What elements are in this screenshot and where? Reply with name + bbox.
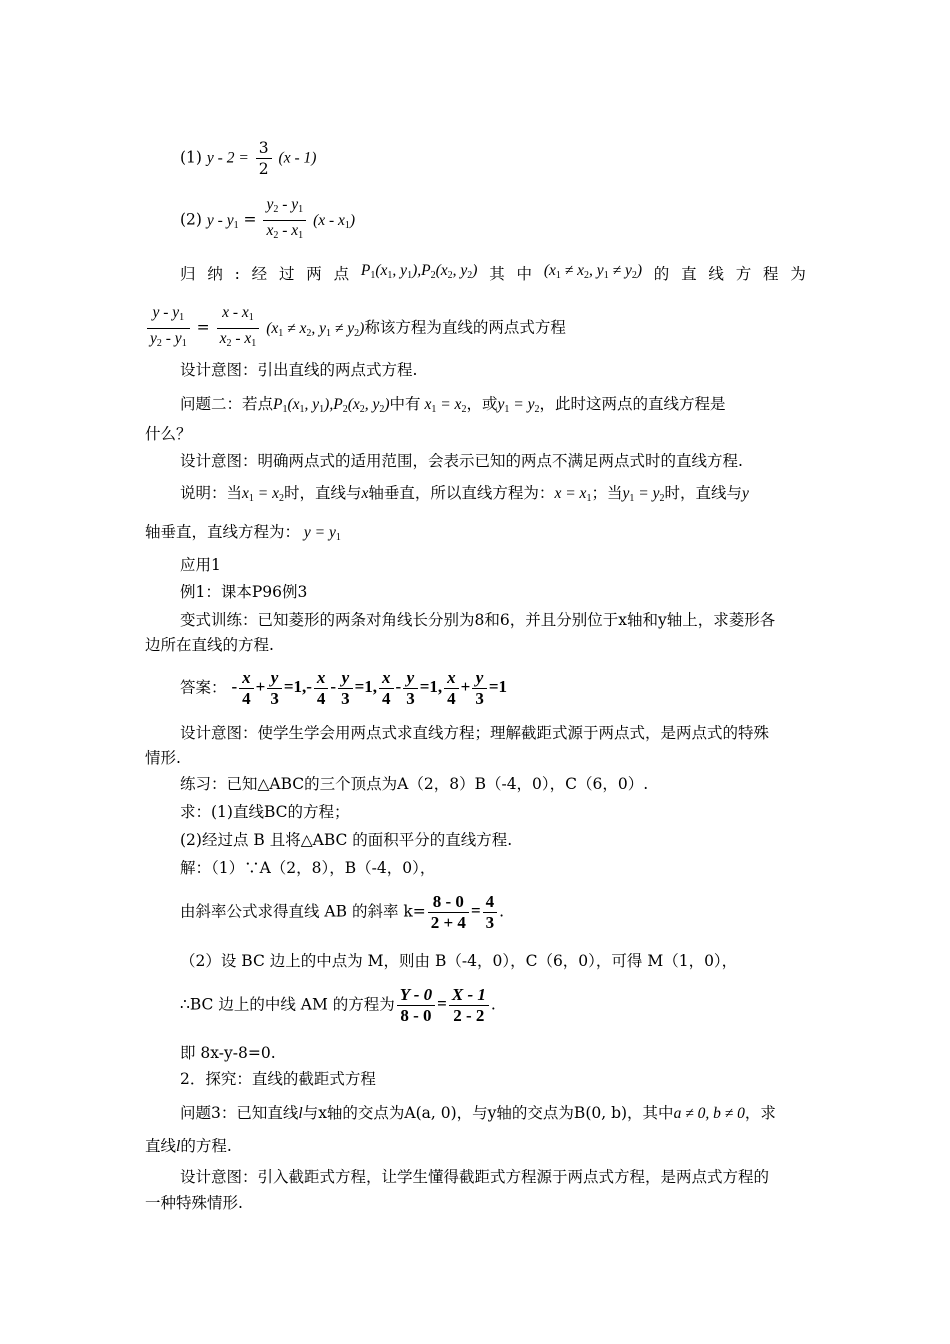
num: Y - 0 — [397, 985, 435, 1006]
sub: 1 — [586, 493, 592, 504]
intent-4-line-1: 设计意图：引入截距式方程，让学生懂得截距式方程源于两点式方程，是两点式方程的 — [180, 1168, 770, 1186]
char: 程 — [763, 264, 779, 283]
char: 的 — [653, 264, 670, 283]
eq: = — [509, 396, 528, 413]
question-3-tail — [145, 1136, 232, 1157]
close: ) — [359, 319, 365, 337]
den: 4 — [382, 689, 391, 708]
frac-x — [239, 668, 254, 709]
frac-y — [403, 668, 418, 709]
sub: 1 — [326, 327, 332, 339]
sub: 2 — [534, 404, 540, 415]
den: 4 — [242, 689, 251, 708]
cond-ne: ≠ y — [331, 319, 355, 337]
sub: 1 — [282, 404, 288, 415]
p1-y: , y — [304, 396, 320, 413]
p2-y: , y — [452, 262, 468, 279]
f2-num: x - x — [222, 304, 249, 321]
ask-2: (2)经过点 B 且将△ABC 的面积平分的直线方程. — [180, 831, 513, 849]
variation-line-2: 边所在直线的方程. — [145, 636, 274, 654]
sub: 2 — [306, 327, 312, 339]
sub: 1 — [179, 312, 185, 323]
question-2 — [180, 394, 725, 420]
solution-3: （2）设 BC 边上的中点为 M，则由 B（-4，0），C（6，0），可得 M（1，0）， — [180, 952, 738, 970]
slope-fraction — [428, 892, 469, 933]
sub: 2 — [279, 493, 285, 504]
char: 归 — [180, 264, 196, 283]
p1-y: , y — [392, 262, 408, 279]
expl-d: ；当 — [591, 484, 623, 502]
l: l — [298, 1105, 303, 1122]
variation-line-1: 变式训练：已知菱形的两条对角线长分别为8和6，并且分别位于x轴和y轴上，求菱形各 — [180, 611, 776, 629]
sub: 2 — [447, 270, 453, 281]
q2-c: ，或 — [466, 395, 498, 413]
sub: 2 — [273, 204, 279, 215]
eq2-den-mid: - x — [278, 222, 299, 239]
explanation-tail — [145, 522, 341, 548]
eq: = — [310, 524, 329, 541]
frac-y — [472, 668, 487, 709]
frac-y — [338, 668, 353, 709]
frac-x — [444, 668, 459, 709]
frac-x — [314, 668, 329, 709]
close: ) — [384, 396, 390, 413]
char: 为 — [790, 264, 806, 283]
op: + — [255, 677, 266, 697]
op: - — [330, 677, 337, 697]
den: 2 - 2 — [453, 1006, 485, 1025]
cond-y: , y — [589, 262, 604, 279]
sub: 2 — [226, 338, 232, 349]
intent-1: 设计意图：引出直线的两点式方程. — [180, 361, 418, 379]
eq2-lhs: y - y — [206, 211, 234, 229]
p1: P — [360, 262, 371, 279]
frac-x — [379, 668, 394, 709]
sub: 1 — [344, 219, 350, 231]
cond-ne: ≠ y — [608, 262, 632, 279]
den: 3 — [485, 913, 495, 932]
eq1-rhs: (x - 1) — [278, 149, 317, 167]
equation-2 — [180, 195, 355, 246]
ne0: a ≠ 0, b ≠ 0 — [673, 1105, 745, 1122]
x: x — [272, 485, 280, 502]
rhs: =1 — [488, 677, 508, 697]
num: x — [239, 668, 254, 689]
eq: = — [436, 396, 455, 413]
application-heading: 应用1 — [180, 556, 221, 574]
p1-x: (x — [287, 396, 300, 413]
frac-y — [267, 668, 282, 709]
num: y — [472, 668, 487, 689]
eq2-fraction — [263, 195, 306, 246]
eq1-den: 2 — [258, 160, 269, 178]
x: x — [454, 396, 462, 413]
intent-4-line-2: 一种特殊情形. — [145, 1194, 243, 1212]
op: - — [395, 677, 402, 697]
sub: 2 — [461, 404, 467, 415]
f1-num: y - y — [152, 304, 180, 321]
sub: 1 — [504, 404, 510, 415]
rhs: =1, — [419, 677, 443, 697]
sub: 2 — [379, 404, 385, 415]
q2-b: 中有 — [389, 395, 421, 413]
f1-den-mid: - y — [161, 330, 182, 347]
y: y — [329, 524, 336, 541]
equals: = — [196, 318, 210, 337]
eq2-den: x — [266, 222, 274, 239]
summary-line-2 — [145, 303, 566, 354]
answer-eq — [231, 668, 508, 708]
y: y — [741, 485, 749, 502]
intent-3-line-1: 设计意图：使学生学会用两点式求直线方程；理解截距式源于两点式，是两点式的特殊 — [180, 724, 770, 742]
char: : — [234, 264, 240, 283]
x: x — [579, 485, 587, 502]
sub: 2 — [584, 270, 590, 281]
close: ) — [636, 262, 642, 279]
condition — [544, 261, 642, 286]
x: x — [424, 396, 432, 413]
cond-x: (x — [543, 262, 556, 279]
sub: 1 — [299, 404, 305, 415]
y: y — [497, 396, 505, 413]
num: x — [314, 668, 329, 689]
cond-ne: ≠ x — [560, 262, 585, 279]
den: 2 + 4 — [430, 913, 466, 932]
sub: 1 — [248, 312, 254, 323]
p2-x: (x — [347, 396, 360, 413]
am-fraction-1 — [397, 985, 435, 1026]
p2-y: , y — [364, 396, 380, 413]
x: x — [242, 485, 249, 502]
num: X - 1 — [449, 985, 489, 1006]
sign: - — [231, 677, 238, 697]
den: 4 — [316, 689, 326, 708]
f2-den-mid: - x — [231, 330, 252, 347]
char: 经 — [251, 264, 268, 283]
section-2-heading: 2．探究：直线的截距式方程 — [180, 1070, 376, 1088]
sub: 1 — [407, 270, 413, 281]
two-point-fraction-x — [217, 303, 260, 354]
sub: 1 — [335, 532, 341, 543]
solution-2: 由斜率公式求得直线 AB 的斜率 k= $\frac{8 - 0}{2 + 4}$ = $\frac{4}{3}$ . — [180, 892, 505, 932]
sub: 2 — [430, 270, 436, 281]
sub: 1 — [555, 270, 561, 281]
sub: 1 — [629, 493, 635, 504]
sub: 1 — [181, 338, 187, 349]
expl-b: 时，直线与 — [284, 484, 362, 502]
am-fraction-2 — [449, 985, 489, 1026]
char: 线 — [708, 264, 724, 283]
den: 3 — [341, 689, 350, 708]
close: ) — [472, 262, 478, 279]
char: 点 — [333, 264, 350, 283]
answer-label: 答案： — [180, 678, 227, 697]
p1: P — [273, 396, 283, 413]
q3-a: 问题3：已知直线 — [180, 1104, 299, 1122]
eq: = — [561, 485, 580, 502]
sub: 1 — [248, 493, 254, 504]
sol2-text: 由斜率公式求得直线 AB 的斜率 k= — [180, 902, 426, 921]
y: y — [303, 524, 311, 541]
solution-5: 即 8x-y-8=0. — [180, 1044, 276, 1062]
rhs: =1, — [354, 677, 378, 697]
char: 直 — [681, 264, 697, 283]
eq1-num: 3 — [256, 138, 272, 159]
num: y — [267, 668, 282, 689]
num: 4 — [483, 892, 498, 913]
close: ), — [324, 396, 334, 413]
sub: 1 — [370, 270, 376, 281]
expl-e: 时，直线与 — [664, 484, 742, 502]
sub: 1 — [319, 404, 325, 415]
l: l — [176, 1138, 181, 1155]
points-p1-p2 — [361, 261, 478, 286]
char: 过 — [278, 264, 295, 283]
ask-1: 求：(1)直线BC的方程； — [180, 803, 350, 821]
eq-label: (2) — [180, 210, 202, 229]
eq: = — [634, 485, 653, 502]
eq1-fraction — [256, 138, 272, 179]
sub: 1 — [387, 270, 393, 281]
example-1: 例1：课本P96例3 — [180, 583, 308, 601]
f2-den: x — [219, 330, 227, 347]
eq2-rhs-close: ) — [349, 211, 356, 229]
slope-value — [483, 892, 498, 933]
answer-line — [180, 668, 507, 709]
f1-den: y — [150, 330, 157, 347]
summary-tail: 称该方程为直线的两点式方程 — [364, 318, 566, 337]
eq: = — [253, 485, 273, 502]
sub: 1 — [298, 230, 304, 241]
eq2-rhs: (x - x — [313, 211, 345, 229]
expl-a: 说明：当 — [180, 484, 243, 502]
expl-c: 轴垂直，所以直线方程为： — [368, 484, 555, 502]
expl-f: 轴垂直，直线方程为： — [145, 523, 301, 541]
q2-d: ，此时这两点的直线方程是 — [539, 395, 726, 413]
eq2-num-mid: - y — [278, 196, 299, 213]
p2-x: (x — [435, 262, 448, 279]
y: y — [527, 396, 535, 413]
sign: - — [306, 677, 312, 697]
y: y — [622, 485, 630, 502]
num: y — [403, 668, 418, 689]
sub: 2 — [273, 230, 279, 241]
x: x — [554, 485, 562, 502]
sub: 2 — [659, 493, 665, 504]
cond-ne: ≠ x — [283, 319, 307, 337]
sub: 1 — [431, 404, 437, 415]
p2: P — [333, 396, 343, 413]
sub: 2 — [342, 404, 348, 415]
solution-1: 解：（1）∵A（2，8），B（-4，0）， — [180, 859, 436, 877]
sol4-text: ∴BC 边上的中线 AM 的方程为 — [180, 995, 395, 1014]
op: + — [460, 677, 471, 697]
char: 纳 — [207, 264, 223, 283]
q3-c: ，求 — [744, 1104, 776, 1122]
cond-x: (x — [266, 319, 279, 337]
x: x — [361, 485, 369, 502]
question-2-tail: 什么？ — [145, 425, 192, 443]
char: 两 — [306, 264, 322, 283]
sub: 1 — [233, 219, 239, 231]
den: 3 — [475, 689, 484, 708]
two-point-fraction-y — [147, 303, 190, 354]
sub: 1 — [603, 270, 609, 281]
char: 中 — [516, 264, 533, 283]
intent-3-line-2: 情形. — [145, 749, 181, 767]
den: 4 — [447, 689, 456, 708]
eq1-lhs: y - 2 = — [206, 149, 249, 167]
p2: P — [421, 262, 431, 279]
q2-a: 问题二：若点 — [180, 395, 274, 413]
solution-4: ∴BC 边上的中线 AM 的方程为 $\frac{Y - 0}{8 - 0}$ = $\frac{X - 1}{2 - 2}$ . — [180, 985, 496, 1025]
sub: 2 — [156, 338, 162, 349]
eq-label: (1) — [180, 148, 202, 167]
equals: = — [243, 210, 257, 229]
sub: 2 — [631, 270, 637, 281]
den: 8 - 0 — [400, 1006, 432, 1025]
sub: 1 — [298, 204, 304, 215]
y: y — [652, 485, 660, 502]
sub: 1 — [278, 327, 284, 339]
explanation — [180, 483, 749, 509]
num: x — [444, 668, 459, 689]
p1-x: (x — [375, 262, 388, 279]
q3-d: 直线 — [145, 1137, 177, 1155]
char: 方 — [735, 264, 752, 283]
char: 其 — [489, 264, 505, 283]
cond-y: , y — [311, 319, 327, 337]
sub: 1 — [251, 338, 257, 349]
eq2-num: y — [266, 196, 274, 213]
sub: 2 — [359, 404, 365, 415]
sub: 2 — [467, 270, 473, 281]
num: x — [379, 668, 394, 689]
den: 3 — [406, 689, 415, 708]
num: 8 - 0 — [428, 892, 469, 913]
equation-1 — [180, 138, 316, 179]
q3-e: 的方程. — [180, 1137, 232, 1155]
den: 3 — [270, 689, 279, 708]
close: ), — [412, 262, 422, 279]
practice: 练习：已知△ABC的三个顶点为A（2，8）B（-4，0），C（6，0）. — [180, 775, 649, 793]
q3-b: 与x轴的交点为A(a, 0)，与y轴的交点为B(0, b)，其中 — [302, 1104, 674, 1122]
sub: 2 — [354, 327, 360, 339]
question-3 — [180, 1103, 776, 1124]
intent-2: 设计意图：明确两点式的适用范围，会表示已知的两点不满足两点式时的直线方程. — [180, 452, 743, 470]
summary-line-1 — [180, 261, 806, 286]
num: y — [338, 668, 353, 689]
rhs: =1, — [283, 677, 307, 697]
